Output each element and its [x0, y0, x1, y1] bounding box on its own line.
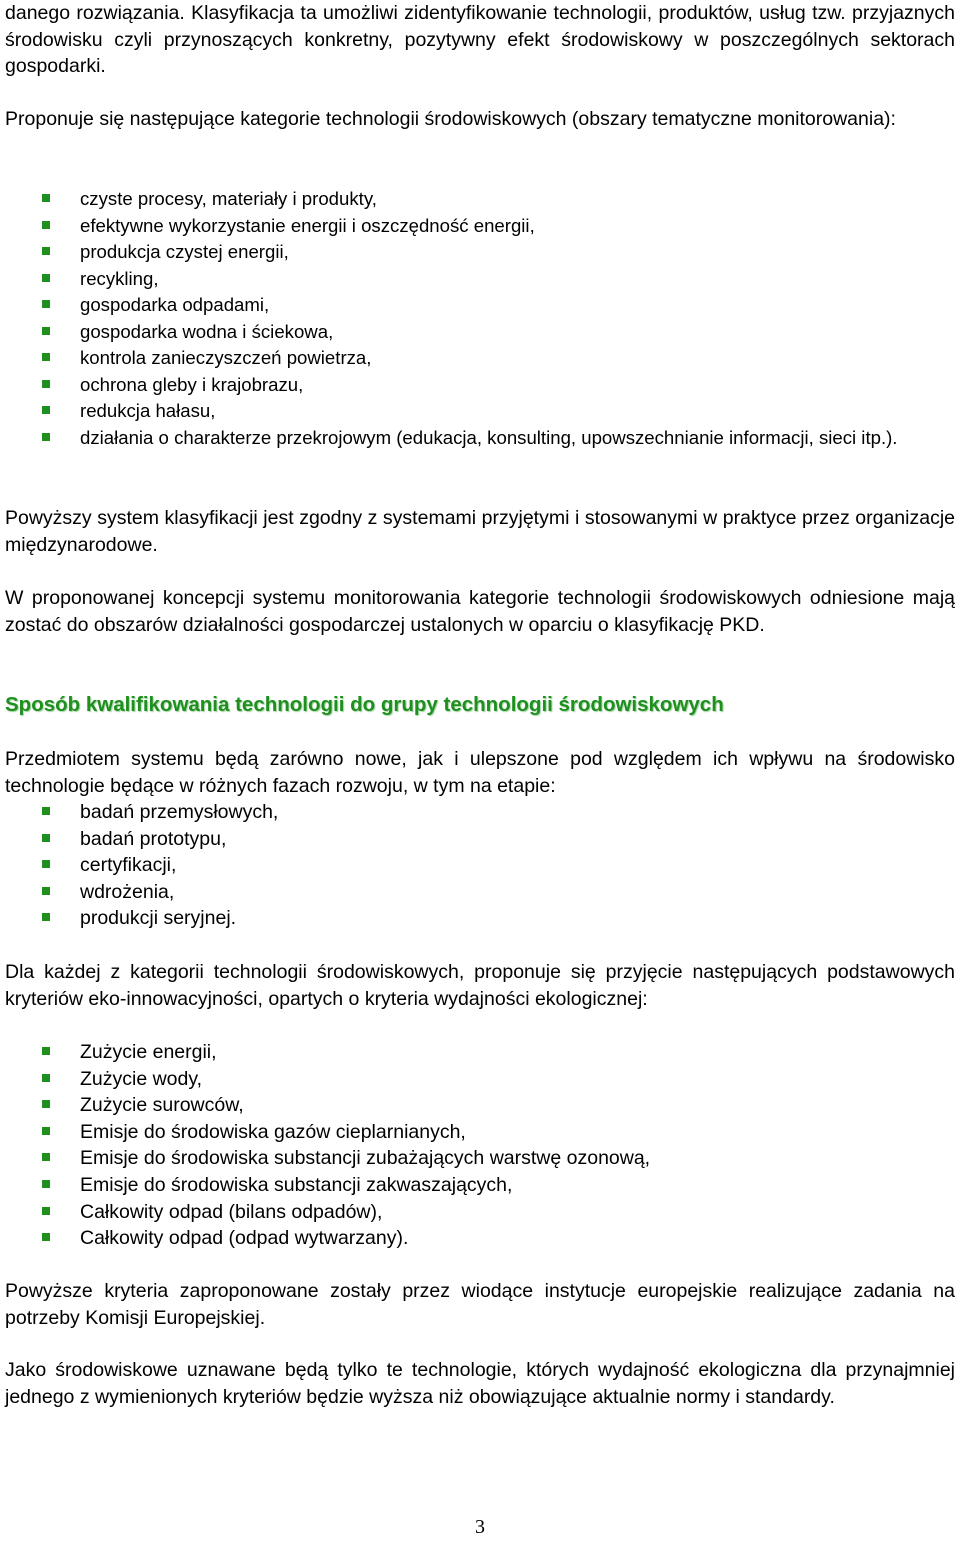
square-bullet-icon: [42, 406, 50, 414]
list-item: recykling,: [5, 266, 955, 293]
square-bullet-icon: [42, 300, 50, 308]
criteria-intro: Dla każdej z kategorii technologii środowiskowych, proponuje się przyjęcie następujących podstawowych kryteriów eko-innowacyjności, opartych o kryteria wydajności ekologicznej:: [5, 961, 955, 1010]
square-bullet-icon: [42, 221, 50, 229]
criteria-list: [5, 1039, 955, 1252]
system-paragraph: Powyższy system klasyfikacji jest zgodny z systemami przyjętymi i stosowanymi w praktyce przez organizacje międzynarodowe.: [5, 507, 955, 556]
square-bullet-icon: [42, 860, 50, 868]
square-bullet-icon: [42, 1127, 50, 1135]
concept-paragraph: W proponowanej koncepcji systemu monitorowania kategorie technologii środowiskowych odniesione mają zostać do obszarów działalności gospodarczej ustalonych w oparciu o klasyfikację PKD.: [5, 587, 955, 636]
square-bullet-icon: [42, 1207, 50, 1215]
list-item: produkcji seryjnej.: [5, 905, 955, 932]
list-item: efektywne wykorzystanie energii i oszczędność energii,: [5, 213, 955, 240]
list-item: Zużycie surowców,: [5, 1092, 955, 1119]
list-item: gospodarka wodna i ściekowa,: [5, 319, 955, 346]
square-bullet-icon: [42, 807, 50, 815]
list-item: badań przemysłowych,: [5, 799, 955, 826]
categories-list: [5, 186, 955, 451]
categories-intro: Proponuje się następujące kategorie technologii środowiskowych (obszary tematyczne monitorowania):: [5, 108, 896, 130]
page-number: 3: [475, 1516, 485, 1538]
list-item: redukcja hałasu,: [5, 398, 955, 425]
list-item: Emisje do środowiska substancji zakwaszających,: [5, 1172, 955, 1199]
list-item: Zużycie wody,: [5, 1066, 955, 1093]
list-item: Emisje do środowiska substancji zubażających warstwę ozonową,: [5, 1145, 955, 1172]
square-bullet-icon: [42, 887, 50, 895]
list-item: wdrożenia,: [5, 879, 955, 906]
stages-intro: Przedmiotem systemu będą zarówno nowe, jak i ulepszone pod względem ich wpływu na środowisko technologie będące w różnych fazach rozwoju, w tym na etapie:: [5, 748, 955, 797]
square-bullet-icon: [42, 1047, 50, 1055]
square-bullet-icon: [42, 274, 50, 282]
square-bullet-icon: [42, 913, 50, 921]
list-item: ochrona gleby i krajobrazu,: [5, 372, 955, 399]
square-bullet-icon: [42, 380, 50, 388]
list-item: działania o charakterze przekrojowym (edukacja, konsulting, upowszechnianie informacji, sieci itp.).: [5, 425, 955, 452]
list-item: gospodarka odpadami,: [5, 292, 955, 319]
square-bullet-icon: [42, 194, 50, 202]
list-item: Całkowity odpad (bilans odpadów),: [5, 1199, 955, 1226]
criteria-source-paragraph: Powyższe kryteria zaproponowane zostały przez wiodące instytucje europejskie realizujące zadania na potrzeby Komisji Europejskiej.: [5, 1280, 955, 1329]
list-item: kontrola zanieczyszczeń powietrza,: [5, 345, 955, 372]
square-bullet-icon: [42, 1180, 50, 1188]
square-bullet-icon: [42, 327, 50, 335]
intro-paragraph: danego rozwiązania. Klasyfikacja ta umożliwi zidentyfikowanie technologii, produktów, usług tzw. przyjaznych środowisku czyli przynoszących konkretny, pozytywny efekt środowiskowy w poszczególnych sektorach gospodarki.: [5, 2, 955, 78]
square-bullet-icon: [42, 247, 50, 255]
square-bullet-icon: [42, 834, 50, 842]
square-bullet-icon: [42, 1233, 50, 1241]
square-bullet-icon: [42, 353, 50, 361]
square-bullet-icon: [42, 1100, 50, 1108]
final-paragraph: Jako środowiskowe uznawane będą tylko te technologie, których wydajność ekologiczna dla przynajmniej jednego z wymienionych kryteriów będzie wyższa niż obowiązujące aktualnie normy i standardy.: [5, 1359, 955, 1408]
stages-list: [5, 799, 955, 932]
list-item: badań prototypu,: [5, 826, 955, 853]
list-item: czyste procesy, materiały i produkty,: [5, 186, 955, 213]
section-heading: Sposób kwalifikowania technologii do grupy technologii środowiskowych: [5, 693, 724, 716]
list-item: Zużycie energii,: [5, 1039, 955, 1066]
square-bullet-icon: [42, 433, 50, 441]
list-item: Emisje do środowiska gazów cieplarnianych,: [5, 1119, 955, 1146]
list-item: Całkowity odpad (odpad wytwarzany).: [5, 1225, 955, 1252]
square-bullet-icon: [42, 1153, 50, 1161]
list-item: produkcja czystej energii,: [5, 239, 955, 266]
square-bullet-icon: [42, 1074, 50, 1082]
list-item: certyfikacji,: [5, 852, 955, 879]
